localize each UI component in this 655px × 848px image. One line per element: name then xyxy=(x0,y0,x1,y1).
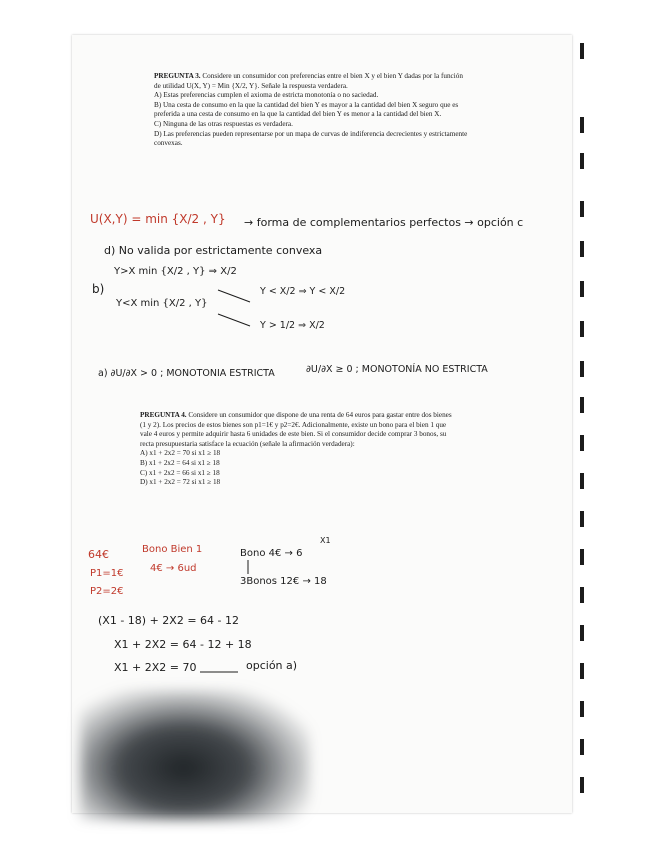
q3-option-b-2: preferida a una cesta de consumo en la que la cantidad del bien Y es menor a la cantidad del bien X. xyxy=(154,110,442,119)
thumb-smudge xyxy=(80,690,310,820)
note-a-monotonia: a) ∂U/∂X > 0 ; MONOTONIA ESTRICTA xyxy=(98,368,275,379)
q3-header: PREGUNTA 3. xyxy=(154,72,201,80)
note-p2: P2=2€ xyxy=(90,586,124,597)
q4-stem-2: (1 y 2). Los precios de estos bienes son p1=1€ y p2=2€. Adicionalmente, existe un bono para el bien 1 que xyxy=(140,420,447,429)
note-income: 64€ xyxy=(88,548,109,561)
q3-option-a: A) Estas preferencias cumplen el axioma de estricta monotonía o no saciedad. xyxy=(154,91,379,100)
note-b-case-2: Y<X min {X/2 , Y} xyxy=(116,298,208,309)
q3-option-d-1: D) Las preferencias pueden representarse por un mapa de curvas de indiferencia decrecientes y estrictamente xyxy=(154,129,468,138)
note-d-not-valid: d) No valida por estrictamente convexa xyxy=(104,244,323,257)
note-b-branch-1: Y < X/2 ⇒ Y < X/2 xyxy=(260,286,346,297)
q4-stem-1: Considere un consumidor que dispone de una renta de 64 euros para gastar entre dos bienes xyxy=(188,411,452,419)
q3-stem-1: Considere un consumidor con preferencias entre el bien X y el bien Y dadas por la función xyxy=(202,72,463,80)
note-b-branch-2: Y > 1/2 ⇒ X/2 xyxy=(260,320,325,331)
q4-stem-3: vale 4 euros y permite adquirir hasta 6 unidades de este bien. Si el consumidor decide comprar 3 bonos, su xyxy=(140,430,447,439)
note-p1: P1=1€ xyxy=(90,568,124,579)
note-bono: Bono 4€ → 6 xyxy=(240,548,303,559)
note-bono-x: X1 xyxy=(320,536,331,545)
note-answer-a: opción a) xyxy=(246,659,298,672)
note-a-no-estricta: ∂U/∂X ≥ 0 ; MONOTONÍA NO ESTRICTA xyxy=(306,364,488,375)
note-bono-rule: 4€ → 6ud xyxy=(150,563,197,574)
note-perfect-complements: → forma de complementarios perfectos → opción c xyxy=(244,216,524,229)
q3-option-d-2: convexas. xyxy=(154,139,183,148)
note-3-bonos: 3Bonos 12€ → 18 xyxy=(240,576,327,587)
q3-option-c: C) Ninguna de las otras respuestas es verdadera. xyxy=(154,119,293,128)
note-b-label: b) xyxy=(92,282,105,296)
note-eq-2: X1 + 2X2 = 64 - 12 + 18 xyxy=(114,638,252,651)
q4-stem-4: recta presupuestaria satisface la ecuación (señale la afirmación verdadera): xyxy=(140,439,355,448)
note-eq-3: X1 + 2X2 = 70 xyxy=(114,661,197,674)
note-utility-function: U(X,Y) = min {X/2 , Y} xyxy=(90,212,226,226)
q4-header: PREGUNTA 4. xyxy=(140,411,187,419)
q4-option-d: D) x1 + 2x2 = 72 si x1 ≥ 18 xyxy=(140,478,221,487)
note-b-case-1: Y>X min {X/2 , Y} ⇒ X/2 xyxy=(114,266,237,277)
q4-option-c: C) x1 + 2x2 = 66 si x1 ≥ 18 xyxy=(140,468,220,477)
q3-stem-2: de utilidad U(X, Y) = Min {X/2, Y}. Señale la respuesta verdadera. xyxy=(154,81,348,90)
note-bono-title: Bono Bien 1 xyxy=(142,544,203,555)
note-eq-1: (X1 - 18) + 2X2 = 64 - 12 xyxy=(98,614,239,627)
q4-option-a: A) x1 + 2x2 = 70 si x1 ≥ 18 xyxy=(140,449,221,458)
q3-option-b-1: B) Una cesta de consumo en la que la cantidad del bien Y es mayor a la cantidad del bien X seguro que es xyxy=(154,100,459,109)
q4-option-b: B) x1 + 2x2 = 64 si x1 ≥ 18 xyxy=(140,458,220,467)
